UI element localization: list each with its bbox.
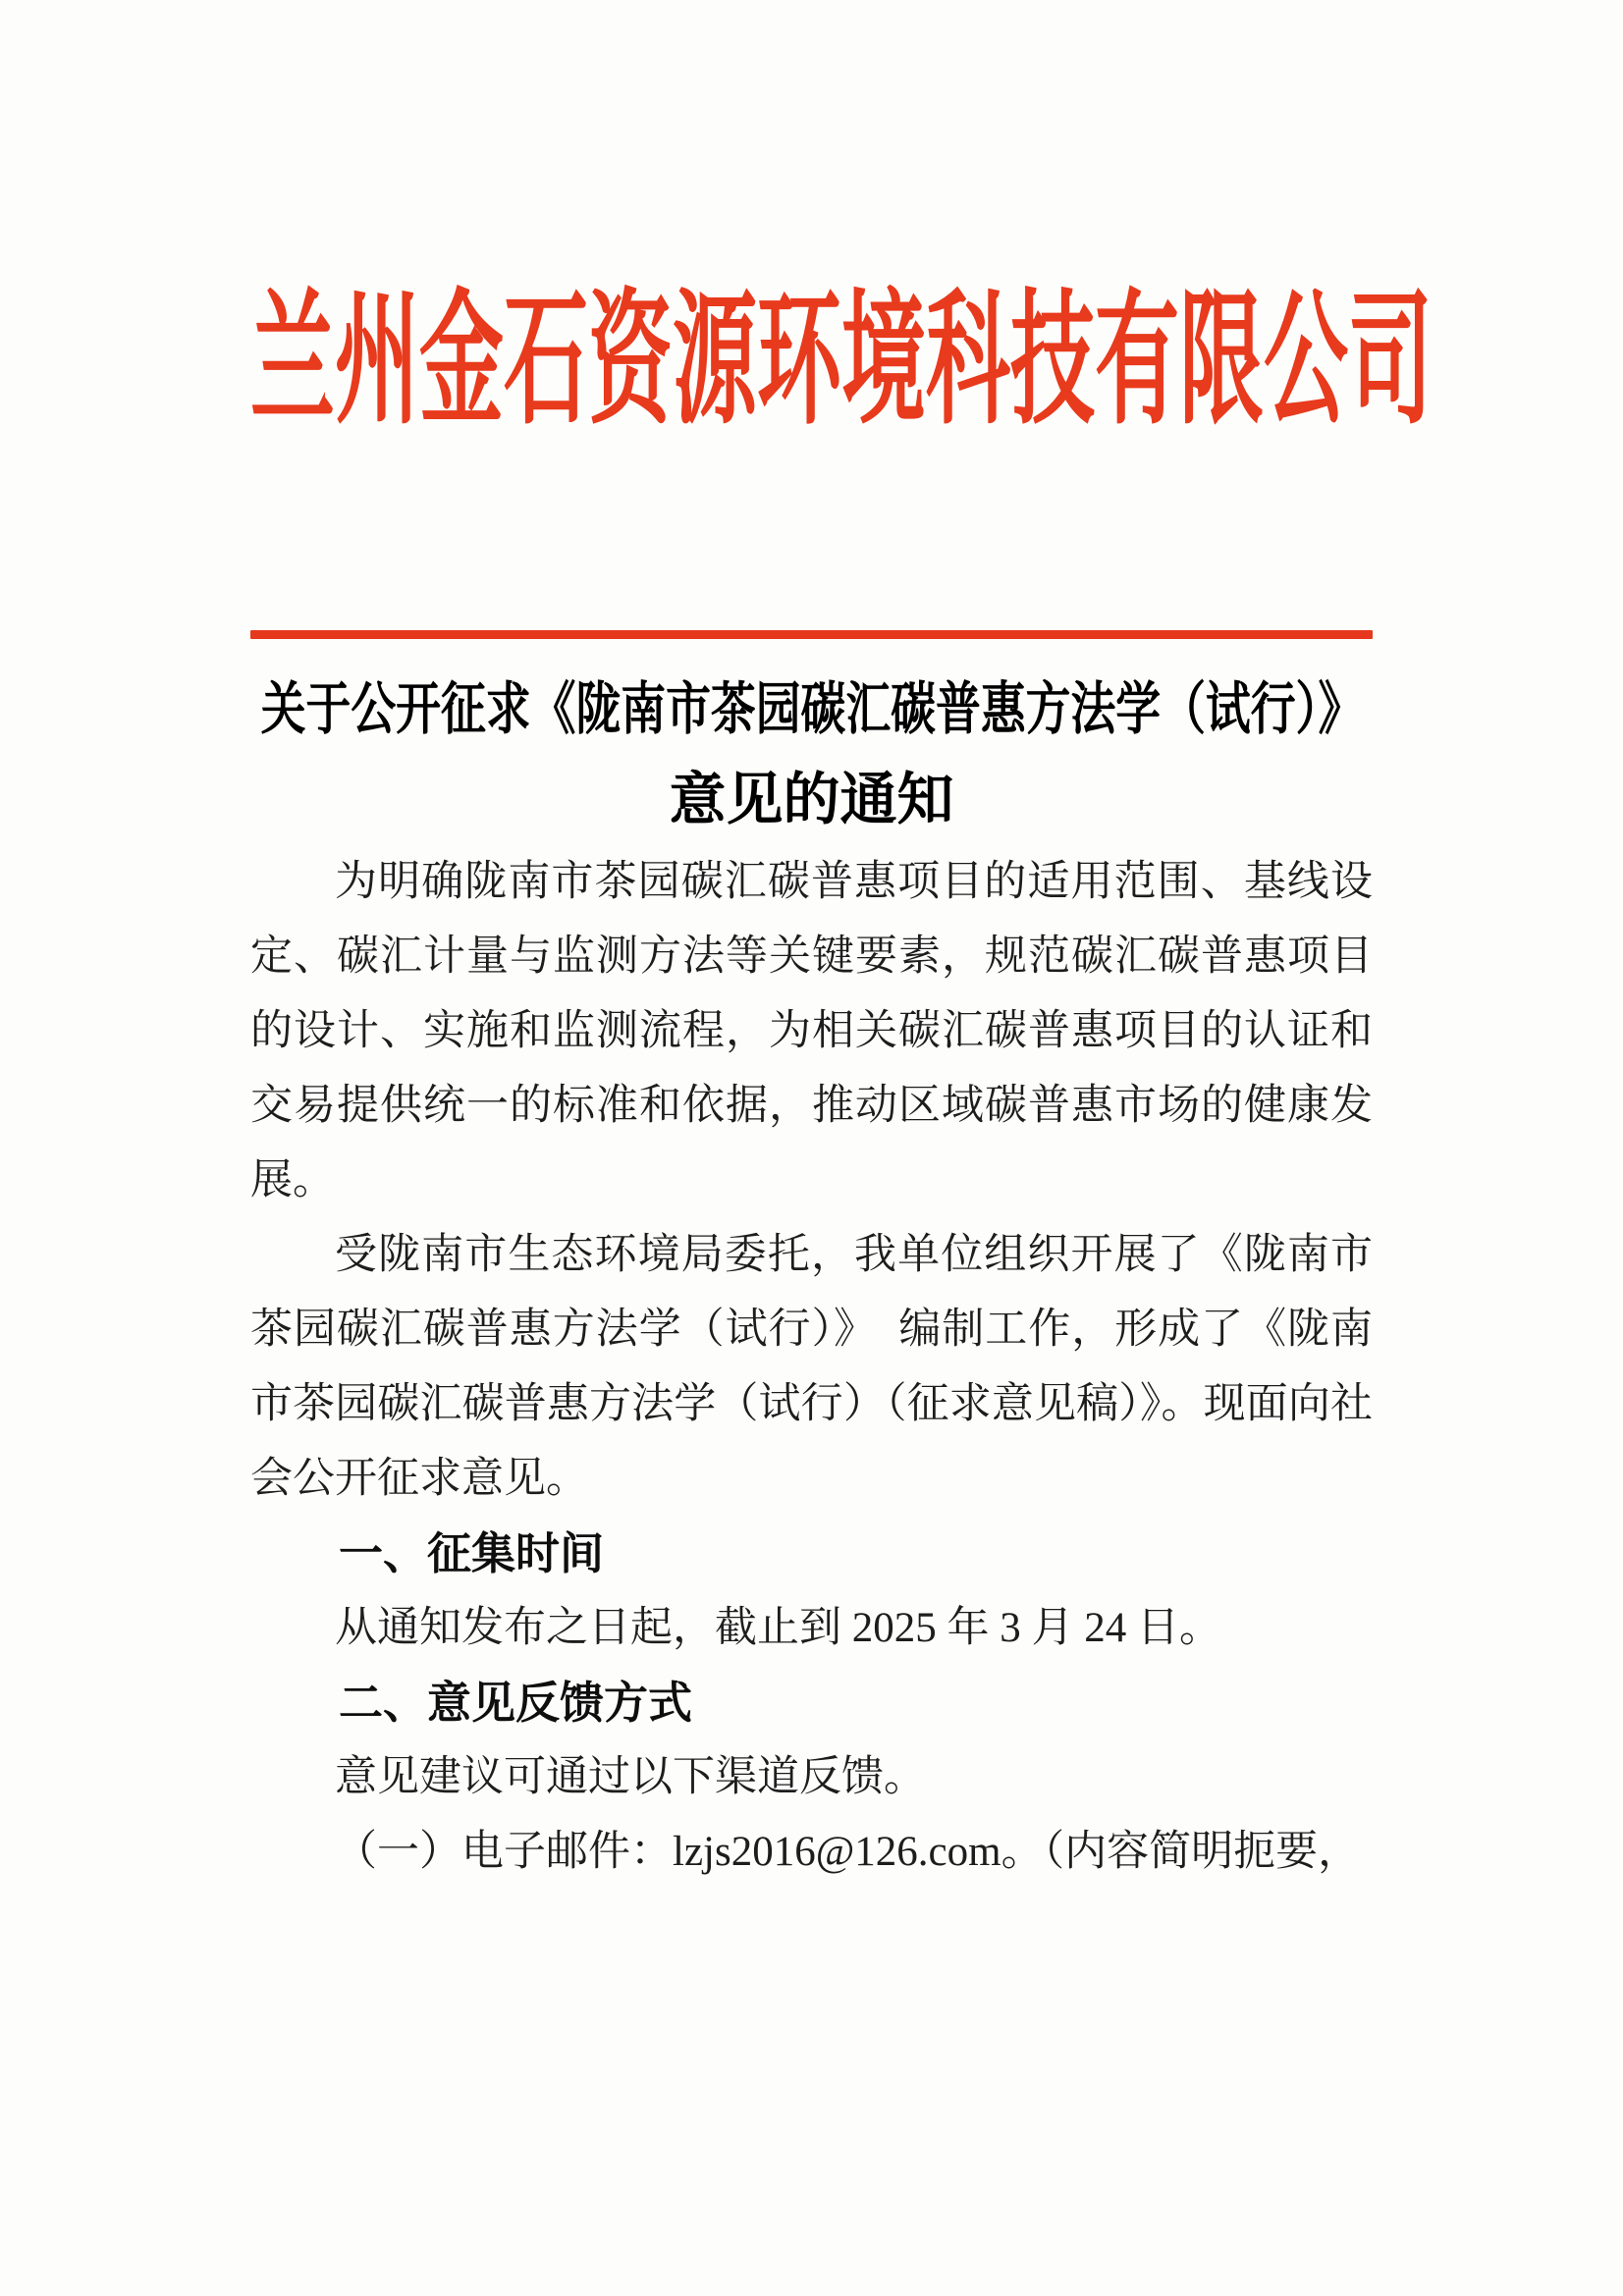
company-name — [250, 280, 1433, 443]
letterhead-character: 公 — [1264, 280, 1348, 443]
letterhead-character: 限 — [1179, 280, 1264, 443]
company-letterhead — [250, 280, 1433, 443]
letterhead-divider-line — [250, 630, 1373, 639]
letterhead-character: 州 — [335, 280, 419, 443]
letterhead-character: 金 — [419, 280, 504, 443]
notice-title-line2: 意见的通知 — [669, 768, 954, 831]
notice-title-line1: 关于公开征求《陇南市茶园碳汇碳普惠方法学（试行）》 — [260, 677, 1363, 741]
background-paragraph: 受陇南市生态环境局委托，我单位组织开展了《陇南市茶园碳汇碳普惠方法学（试行）》 编制工作，形成了《陇南市茶园碳汇碳普惠方法学（试行）（征求意见稿）》。现面向社会公开征求意见。 — [250, 1232, 1373, 1502]
feedback-intro-paragraph: 意见建议可通过以下渠道反馈。 — [335, 1754, 926, 1800]
letterhead-character: 境 — [841, 280, 926, 443]
letterhead-character: 源 — [673, 280, 757, 443]
notice-title — [250, 665, 1373, 845]
section-heading-feedback-method: 二、意见反馈方式 — [339, 1678, 693, 1728]
notice-body — [250, 845, 1373, 1890]
document-content — [250, 0, 1433, 1890]
letterhead-character: 有 — [1095, 280, 1179, 443]
letterhead-character: 石 — [504, 280, 588, 443]
intro-paragraph: 为明确陇南市茶园碳汇碳普惠项目的适用范围、基线设定、碳汇计量与监测方法等关键要素，规范碳汇碳普惠项目的设计、实施和监测流程，为相关碳汇碳普惠项目的认证和交易提供统一的标准和依据，推动区域碳普惠市场的健康发展。 — [250, 859, 1373, 1203]
collection-time-paragraph: 从通知发布之日起，截止到 2025 年 3 月 24 日。 — [335, 1605, 1221, 1651]
letterhead-character: 兰 — [250, 280, 335, 443]
letterhead-character: 司 — [1348, 280, 1433, 443]
letterhead-character: 技 — [1010, 280, 1095, 443]
letterhead-character: 环 — [757, 280, 841, 443]
letterhead-character: 科 — [926, 280, 1010, 443]
letterhead-character: 资 — [588, 280, 673, 443]
email-channel-paragraph: （一）电子邮件：lzjs2016@126.com。（内容简明扼要， — [335, 1829, 1361, 1875]
section-heading-collection-time: 一、征集时间 — [339, 1528, 605, 1578]
